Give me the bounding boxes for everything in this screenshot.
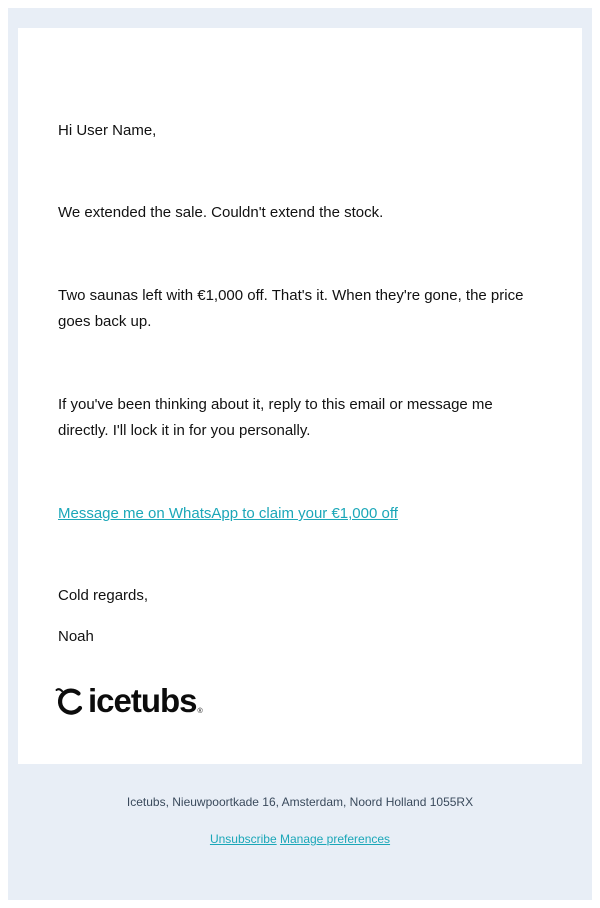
footer-address: Icetubs, Nieuwpoortkade 16, Amsterdam, Noord Holland 1055RX	[126, 795, 474, 809]
greeting: Hi User Name,	[58, 122, 157, 139]
unsubscribe-link[interactable]: Unsubscribe	[209, 832, 277, 846]
email-frame	[8, 8, 592, 900]
paragraph-sale-extended: We extended the sale. Couldn't extend the stock.	[58, 204, 384, 221]
logo-swirl-icon	[54, 684, 88, 718]
registered-mark: ®	[197, 708, 203, 715]
paragraph-reply-prompt: If you've been thinking about it, reply to this email or message me directly. I'll lock it in for you personally.	[58, 396, 493, 439]
signature-name: Noah	[58, 628, 94, 645]
logo-wordmark: icetubs	[88, 682, 197, 719]
signoff: Cold regards,	[58, 587, 149, 604]
email-body-card	[18, 28, 582, 764]
footer-links	[8, 832, 592, 846]
paragraph-stock-left: Two saunas left with €1,000 off. That's it. When they're gone, the price goes back up.	[58, 287, 524, 330]
whatsapp-cta-link[interactable]: Message me on WhatsApp to claim your €1,000 off	[58, 505, 398, 522]
manage-preferences-link[interactable]: Manage preferences	[279, 832, 391, 846]
icetubs-logo	[54, 684, 203, 718]
